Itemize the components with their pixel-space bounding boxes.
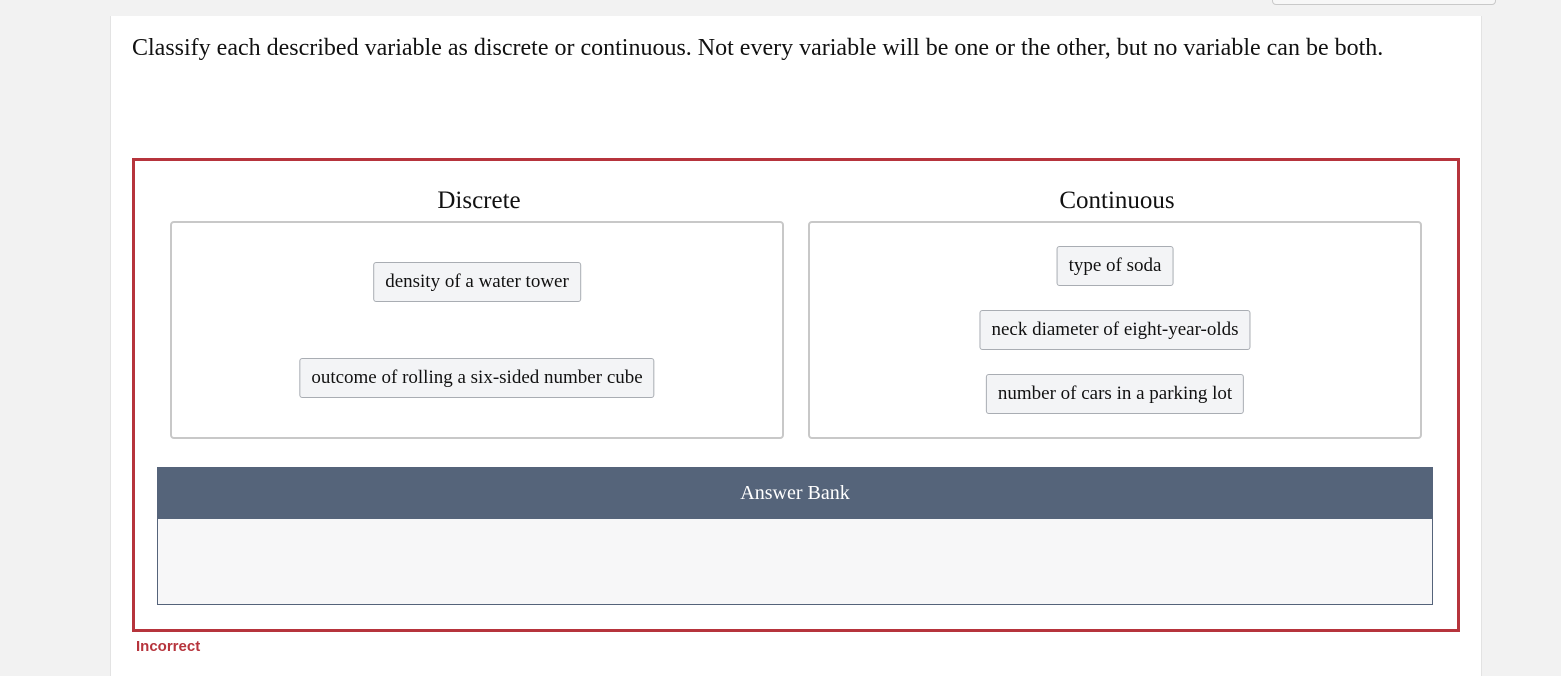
answer-bank-title: Answer Bank (158, 468, 1432, 519)
answer-chip[interactable]: density of a water tower (373, 262, 581, 302)
answer-chip[interactable]: neck diameter of eight-year-olds (979, 310, 1250, 350)
continuous-drop-zone[interactable] (808, 221, 1422, 439)
answer-bank[interactable] (157, 467, 1433, 605)
answer-chip[interactable]: type of soda (1057, 246, 1174, 286)
answer-bank-drop-area[interactable] (158, 519, 1432, 603)
answer-chip[interactable]: outcome of rolling a six-sided number cube (299, 358, 654, 398)
classification-area (132, 158, 1460, 632)
result-status: Incorrect (136, 638, 201, 655)
question-card (110, 16, 1482, 676)
continuous-column-title: Continuous (1059, 187, 1175, 214)
answer-chip[interactable]: number of cars in a parking lot (986, 374, 1244, 414)
discrete-drop-zone[interactable] (170, 221, 784, 439)
top-dropdown-edge[interactable] (1272, 0, 1496, 5)
discrete-column-title: Discrete (437, 187, 521, 214)
question-prompt: Classify each described variable as discrete or continuous. Not every variable will be one or the other, but no variable can be both. (132, 35, 1384, 61)
